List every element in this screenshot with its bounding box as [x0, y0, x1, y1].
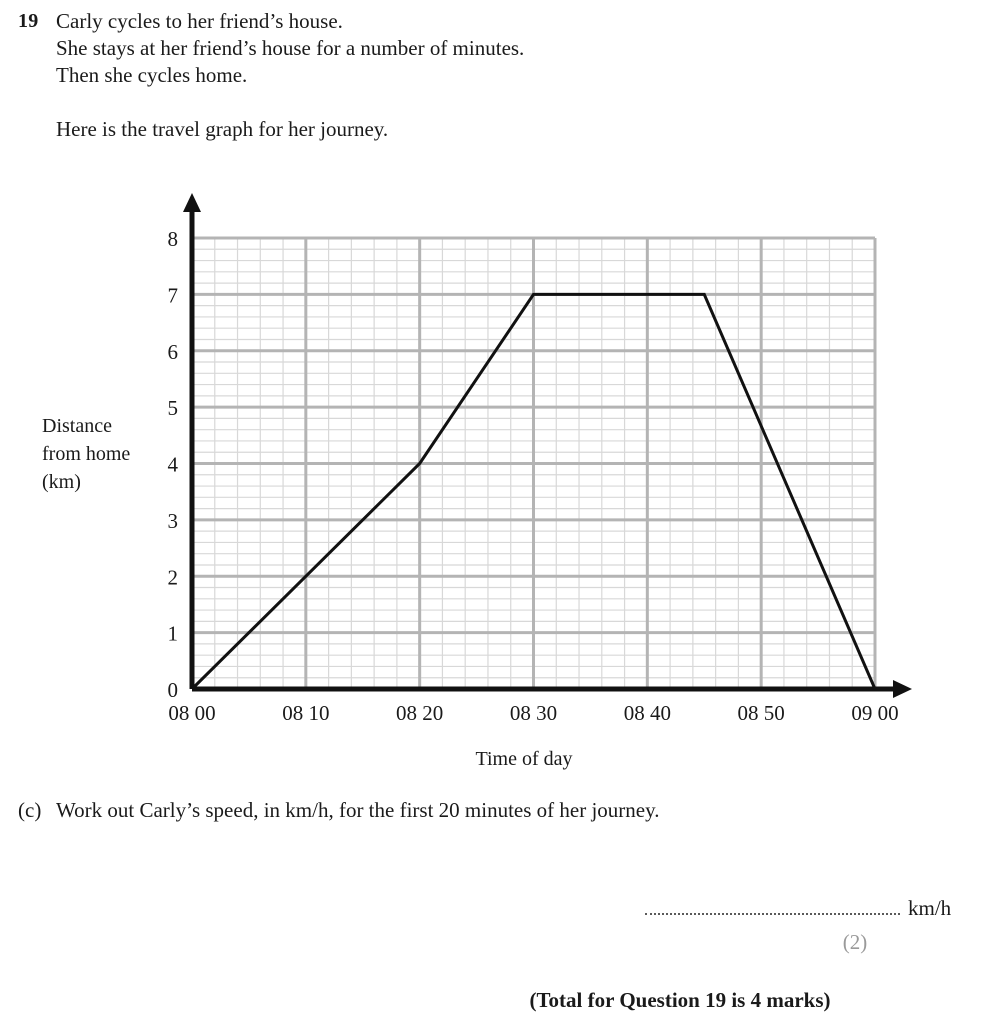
- part-c-letter: (c): [18, 798, 42, 822]
- x-tick-08-40: 08 40: [623, 701, 671, 725]
- x-axis-tick-labels: [168, 701, 898, 725]
- stem-line-1: Carly cycles to her friend’s house.: [56, 9, 343, 33]
- stem-spacer: [56, 89, 524, 116]
- part-c-text: Work out Carly’s speed, in km/h, for the first 20 minutes of her journey.: [56, 798, 660, 822]
- travel-graph-svg: [0, 190, 1000, 780]
- part-c-answer-row: [0, 896, 1000, 930]
- y-axis-title-line-2: from home: [42, 443, 131, 465]
- y-axis-title-line-3: (km): [42, 471, 81, 493]
- x-tick-08-10: 08 10: [282, 701, 330, 725]
- y-tick-4: 4: [167, 452, 178, 477]
- y-tick-3: 3: [167, 508, 178, 533]
- x-axis-title: Time of day: [475, 748, 573, 770]
- y-tick-8: 8: [167, 227, 178, 251]
- axes: [183, 193, 912, 698]
- x-tick-08-20: 08 20: [396, 701, 444, 725]
- part-c-answer-units: km/h: [908, 896, 952, 920]
- part-c-answer-field[interactable]: [645, 913, 900, 915]
- part-c-marks-wrap: [0, 930, 1000, 955]
- x-tick-08-00: 08 00: [168, 701, 216, 725]
- y-axis-title: [42, 412, 130, 496]
- part-c-marks: (2): [842, 930, 868, 954]
- y-tick-1: 1: [167, 621, 178, 646]
- stem-line-3: Then she cycles home.: [56, 63, 248, 87]
- travel-graph-figure: [0, 190, 1000, 780]
- part-c: [18, 798, 660, 823]
- y-tick-0: 0: [167, 678, 178, 702]
- y-axis-tick-labels: [168, 227, 179, 702]
- y-axis-title-line-1: Distance: [42, 415, 112, 437]
- y-tick-2: 2: [167, 565, 178, 590]
- stem-line-2: She stays at her friend’s house for a number of minutes.: [56, 36, 525, 60]
- total-marks-wrap: [0, 988, 1000, 1013]
- y-tick-5: 5: [167, 396, 178, 421]
- question-number: 19: [18, 10, 39, 32]
- x-tick-08-30: 08 30: [509, 701, 558, 725]
- question-stem: [56, 8, 524, 143]
- x-axis-title-wrap: [0, 748, 1000, 771]
- x-tick-09-00: 09 00: [851, 701, 899, 725]
- y-tick-6: 6: [167, 339, 178, 364]
- x-tick-08-50: 08 50: [737, 701, 785, 725]
- y-tick-7: 7: [167, 283, 178, 308]
- stem-line-4: Here is the travel graph for her journey.: [56, 117, 389, 141]
- total-marks: (Total for Question 19 is 4 marks): [529, 988, 831, 1012]
